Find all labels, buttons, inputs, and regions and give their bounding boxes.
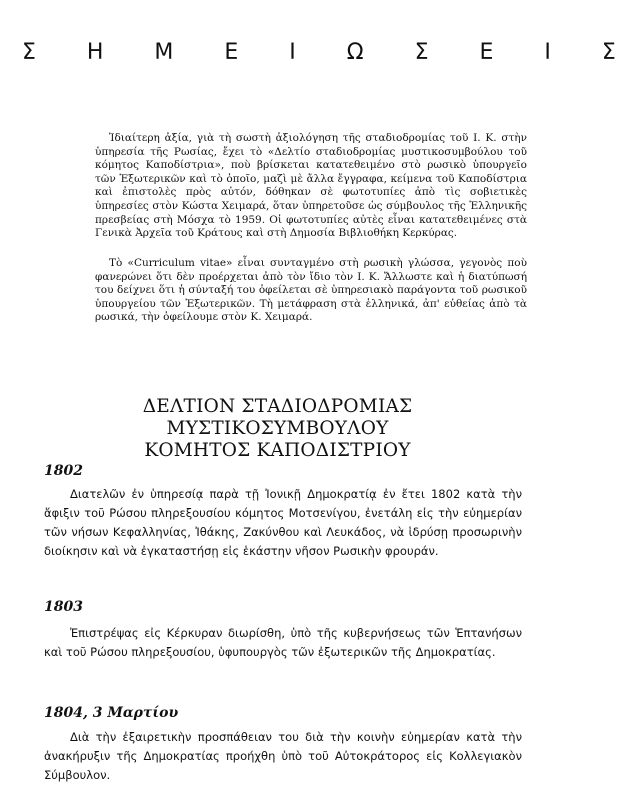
entry-text: Ἐπιστρέψας εἰς Κέρκυραν διωρίσθη, ὑπὸ τῆς κυβερνήσεως τῶν Ἑπτανήσων καὶ τοῦ Ρώσου πληρεξουσίου, ὑφυπουργὸς τῶν ἐξωτερικῶν τῆς Δημοκρατίας. (44, 626, 522, 659)
entry-text: Διατελῶν ἐν ὑπηρεσίᾳ παρὰ τῇ Ἰονικῇ Δημοκρατίᾳ ἐν ἔτει 1802 κατὰ τὴν ἄφιξιν τοῦ Ρώσου πληρεξουσίου κόμητος Μοτσενίγου, ἐνετάλη εἰς τὴν εὐημερίαν τῶν νήσων Κεφαλληνίας, Ἰθάκης, Ζακύνθου καὶ Λευκάδος, νὰ ἱδρύσῃ προσωρινὴν διοίκησιν καὶ νὰ ἐγκαταστήσῃ εἰς ἑκάστην νῆσον Ρωσικὴν φρουράν. (44, 487, 522, 558)
document-title (30, 396, 525, 462)
document-title-line: ΚΟΜΗΤΟΣ ΚΑΠΟΔΙΣΤΡΙΟΥ (144, 440, 411, 461)
note-paragraph: Ἰδιαίτερη ἀξία, γιὰ τὴ σωστὴ ἀξιολόγηση τῆς σταδιοδρομίας τοῦ Ι. Κ. στὴν ὑπηρεσία τῆς Ρωσίας, ἔχει τὸ «Δελτίο σταδιοδρομίας μυστικοσυμβούλου τοῦ κόμητος Καποδίστρια», ποὺ βρίσκεται κατατεθειμένο στὸ ρωσικὸ ὑπουργεῖο τῶν Ἐξωτερικῶν καὶ τὸ ὁποῖο, μαζὶ μὲ ἄλλα ἔγγραφα, κείμενα τοῦ Καποδίστρια καὶ ἐπιστολὲς πρὸς αὐτόν, δόθηκαν σὲ φωτοτυπίες ἀπὸ τὶς σοβιετικὲς ὑπηρεσίες στὸν Κώστα Χειμαρά, ὅταν ὑπηρετοῦσε ὡς σύμβουλος τῆς Ἑλληνικῆς πρεσβείας στὴ Μόσχα τὸ 1959. Οἱ φωτοτυπίες αὐτὲς εἶναι κατατεθειμένες στὰ Γενικὰ Ἀρχεῖα τοῦ Κράτους καὶ στὴ Δημοσία Βιβλιοθήκη Κερκύρας. (95, 132, 527, 240)
entry-year: 1804, 3 Μαρτίου (44, 705, 179, 721)
document-title-line: ΔΕΛΤΙΟΝ ΣΤΑΔΙΟΔΡΟΜΙΑΣ ΜΥΣΤΙΚΟΣΥΜΒΟΥΛΟΥ (142, 396, 413, 439)
note-paragraph: Τὸ «Curriculum vitae» εἶναι συνταγμένο στὴ ρωσικὴ γλώσσα, γεγονὸς ποὺ φανερώνει ὅτι δὲν προέρχεται ἀπὸ τὸν ἴδιο τὸν Ι. Κ. Ἄλλωστε καὶ ἡ διατύπωσή του δείχνει ὅτι ἡ σύνταξή του ὀφείλεται σὲ ὑπηρεσιακὸ παράγοντα τοῦ ρωσικοῦ ὑπουργείου τῶν Ἐξωτερικῶν. Τὴ μετάφραση στὰ ἑλληνικά, ἀπ' εὐθείας ἀπὸ τὰ ρωσικά, τὴν ὀφείλουμε στὸν Κ. Χειμαρά. (95, 257, 527, 324)
entry-text: Διὰ τὴν ἐξαιρετικὴν προσπάθειαν του διὰ τὴν κοινὴν εὐημερίαν κατὰ τὴν ἀνακήρυξιν τῆς Δημοκρατίας προήχθη ὑπὸ τοῦ Αὐτοκράτορος εἰς Κολλεγιακὸν Σύμβουλον. (44, 730, 522, 782)
entry-year: 1803 (44, 599, 83, 615)
entry-year: 1802 (44, 463, 83, 479)
section-heading: Σ Η Μ Ε Ι Ω Σ Ε Ι Σ (22, 40, 638, 65)
